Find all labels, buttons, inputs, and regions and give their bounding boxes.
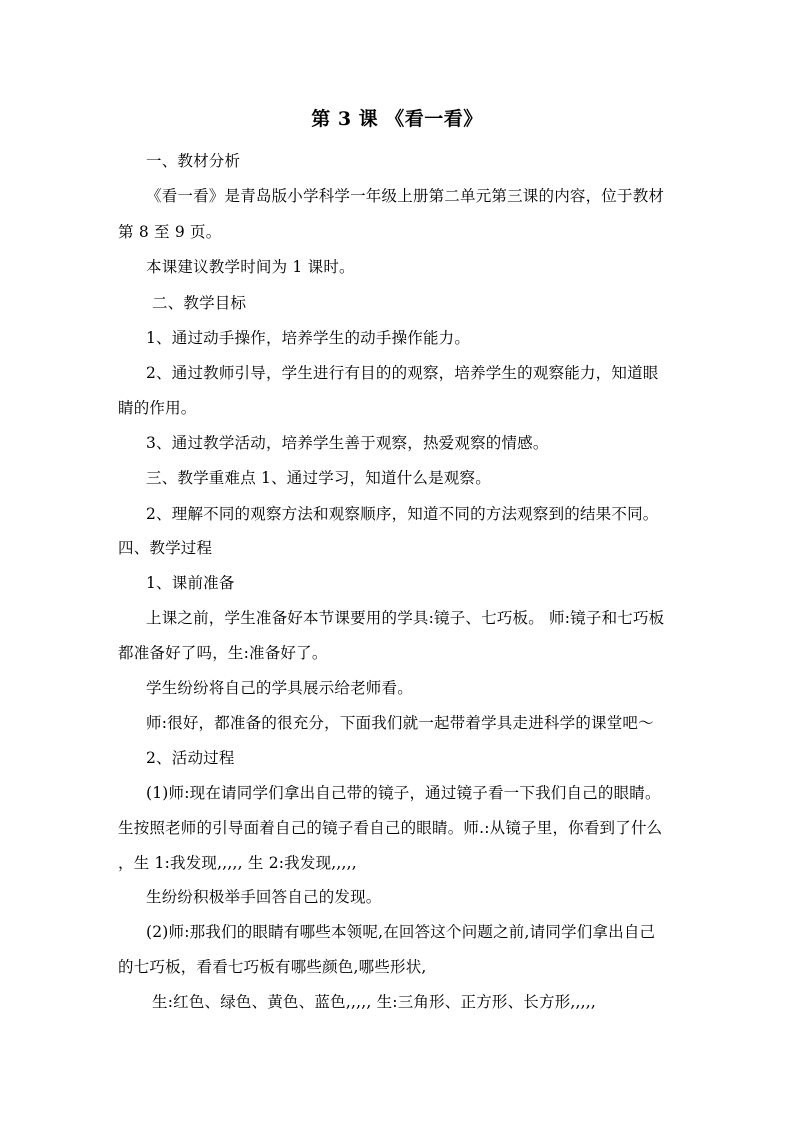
paragraph-line: 睛的作用。 bbox=[118, 399, 197, 417]
paragraph-line: 2、通过教师引导，学生进行有目的的观察，培养学生的观察能力，知道眼 bbox=[146, 364, 659, 382]
paragraph-line: 学生纷纷将自己的学具展示给老师看。 bbox=[146, 679, 413, 697]
paragraph-line: 生:红色、绿色、黄色、蓝色,,,,, 生:三角形、正方形、长方形,,,,, bbox=[152, 993, 597, 1011]
paragraph-line: 生纷纷积极举手回答自己的发现。 bbox=[146, 888, 382, 906]
section-heading-process: 四、教学过程 bbox=[118, 539, 213, 557]
subheading-activity: 2、活动过程 bbox=[146, 749, 235, 767]
paragraph-line: ，生 1:我发现,,,,, 生 2:我发现,,,,, bbox=[118, 854, 357, 872]
paragraph-line: (2)师:那我们的眼睛有哪些本领呢,在回答这个问题之前,请同学们拿出自己 bbox=[146, 923, 656, 941]
paragraph-line: 都准备好了吗，生:准备好了。 bbox=[118, 644, 328, 662]
paragraph-line: 1、通过动手操作，培养学生的动手操作能力。 bbox=[146, 329, 471, 347]
lesson-title: 第 3 课 《看一看》 bbox=[311, 108, 483, 130]
paragraph-line: 的七巧板，看看七巧板有哪些颜色,哪些形状, bbox=[118, 958, 427, 976]
section-heading-goals: 二、教学目标 bbox=[152, 294, 247, 312]
paragraph-line: 第 8 至 9 页。 bbox=[118, 223, 222, 241]
paragraph-line: 《看一看》是青岛版小学科学一年级上册第二单元第三课的内容，位于教材 bbox=[146, 187, 665, 205]
paragraph-line: 本课建议教学时间为 1 课时。 bbox=[146, 258, 355, 276]
paragraph-line: 上课之前，学生准备好本节课要用的学具:镜子、七巧板。 师:镜子和七巧板 bbox=[146, 609, 665, 627]
section-heading-key-points: 三、教学重难点 1、通过学习，知道什么是观察。 bbox=[146, 469, 491, 487]
paragraph-line: 师:很好，都准备的很充分，下面我们就一起带着学具走进科学的课堂吧～ bbox=[146, 714, 654, 732]
paragraph-line: 3、通过教学活动，培养学生善于观察，热爱观察的情感。 bbox=[146, 434, 549, 452]
subheading-preparation: 1、课前准备 bbox=[146, 574, 235, 592]
paragraph-line: (1)师:现在请同学们拿出自己带的镜子，通过镜子看一下我们自己的眼睛。 bbox=[146, 784, 661, 802]
section-heading-analysis: 一、教材分析 bbox=[146, 152, 241, 170]
paragraph-line: 2、理解不同的观察方法和观察顺序，知道不同的方法观察到的结果不同。 bbox=[146, 505, 659, 523]
paragraph-line: 生按照老师的引导面着自己的镜子看自己的眼睛。师.:从镜子里，你看到了什么 bbox=[118, 819, 663, 837]
